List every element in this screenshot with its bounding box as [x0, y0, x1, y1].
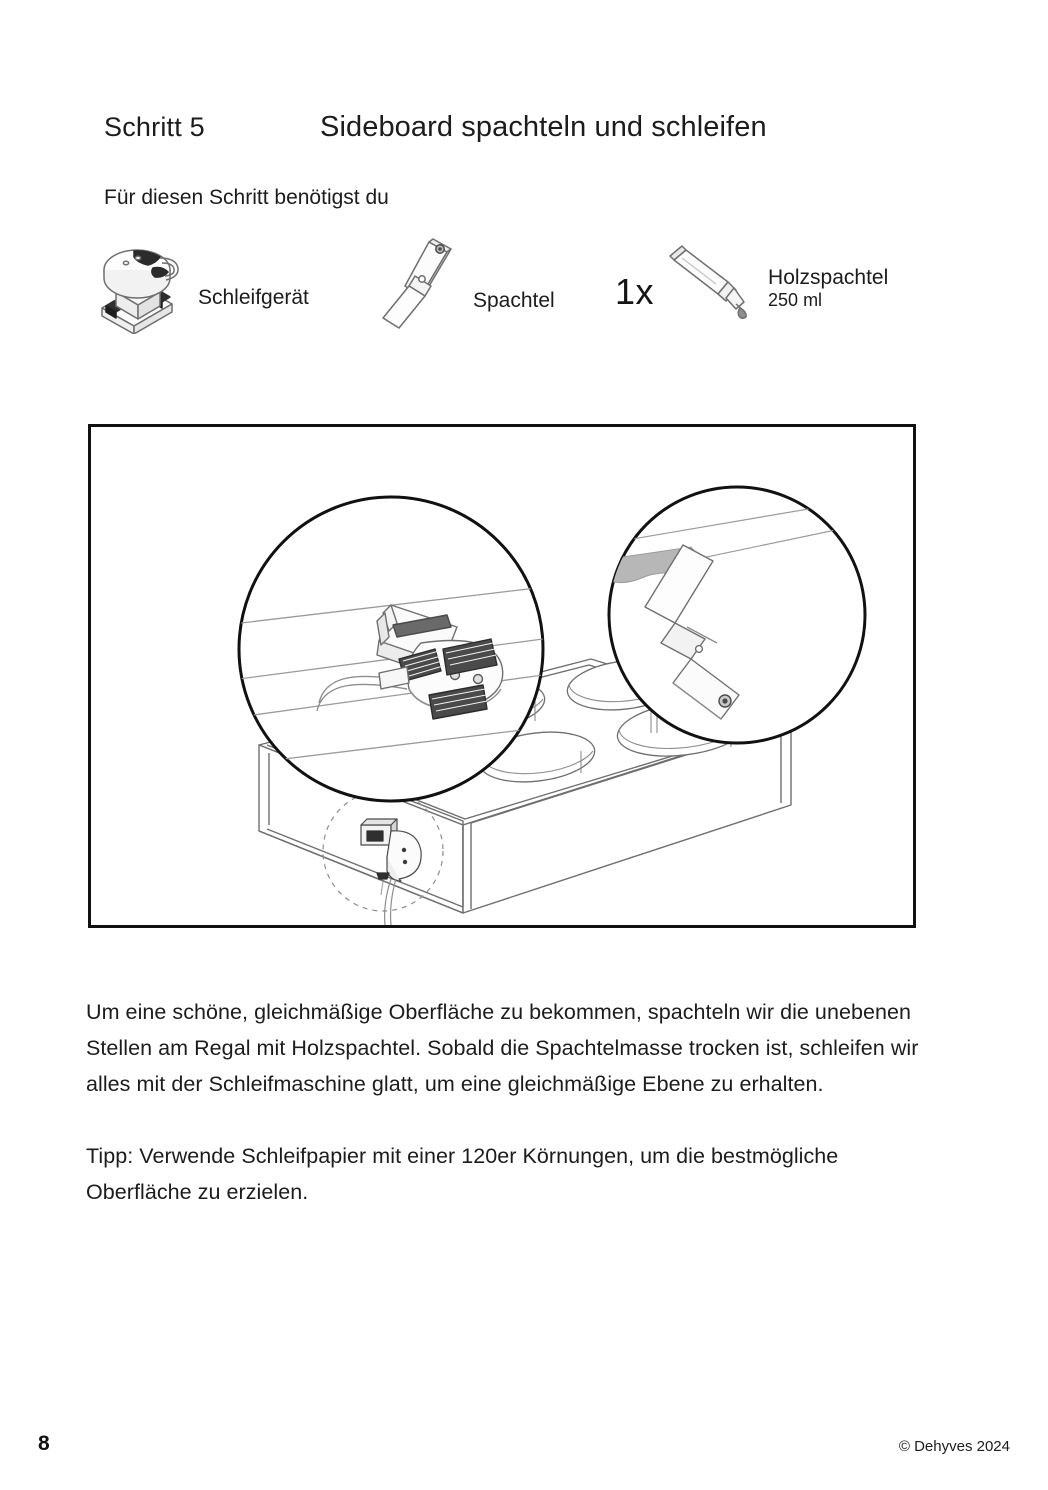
- body-paragraph: Um eine schöne, gleichmäßige Oberfläche zu bekommen, spachteln wir die unebenen Stellen am Regal mit Holzspachtel. Sobald die Spachtelmasse trocken ist, schleifen wir alles mit der Schleifmaschine glatt, um eine gleichmäßige Ebene zu erhalten.: [86, 1000, 919, 1096]
- material-label-spatula: Spachtel: [473, 288, 555, 312]
- material-item-sander: [90, 230, 309, 339]
- material-item-filler: [615, 242, 888, 327]
- page-number: 8: [38, 1432, 50, 1455]
- sideboard-illustration: [91, 427, 913, 925]
- material-item-spatula: [375, 236, 555, 337]
- material-label-sander: Schleifgerät: [198, 285, 309, 309]
- material-label-filler-volume: 250 ml: [768, 290, 823, 311]
- callout-right-spatula: [609, 437, 869, 743]
- illustration-panel: [88, 424, 916, 928]
- orbital-sander-icon: [90, 230, 182, 339]
- page-footer: [0, 1432, 1048, 1472]
- step-label: Schritt 5: [104, 112, 205, 142]
- copyright-notice: © Dehyves 2024: [898, 1438, 1010, 1455]
- material-label-filler: [768, 265, 888, 313]
- page-header: [104, 112, 944, 156]
- filler-tube-icon: [666, 242, 752, 327]
- material-label-filler-name: Holzspachtel: [768, 265, 889, 289]
- materials-intro: Für diesen Schritt benötigst du: [104, 186, 389, 209]
- material-quantity-filler: 1x: [615, 270, 655, 312]
- body-copy: [86, 994, 942, 1210]
- page-title: Sideboard spachteln und schleifen: [320, 111, 767, 143]
- putty-knife-icon: [375, 236, 459, 337]
- tip-paragraph: Tipp: Verwende Schleifpapier mit einer 120er Körnungen, um die bestmögliche Oberfläche zu erzielen.: [86, 1144, 839, 1204]
- materials-list: [90, 228, 970, 348]
- callout-left-sander: [239, 497, 547, 801]
